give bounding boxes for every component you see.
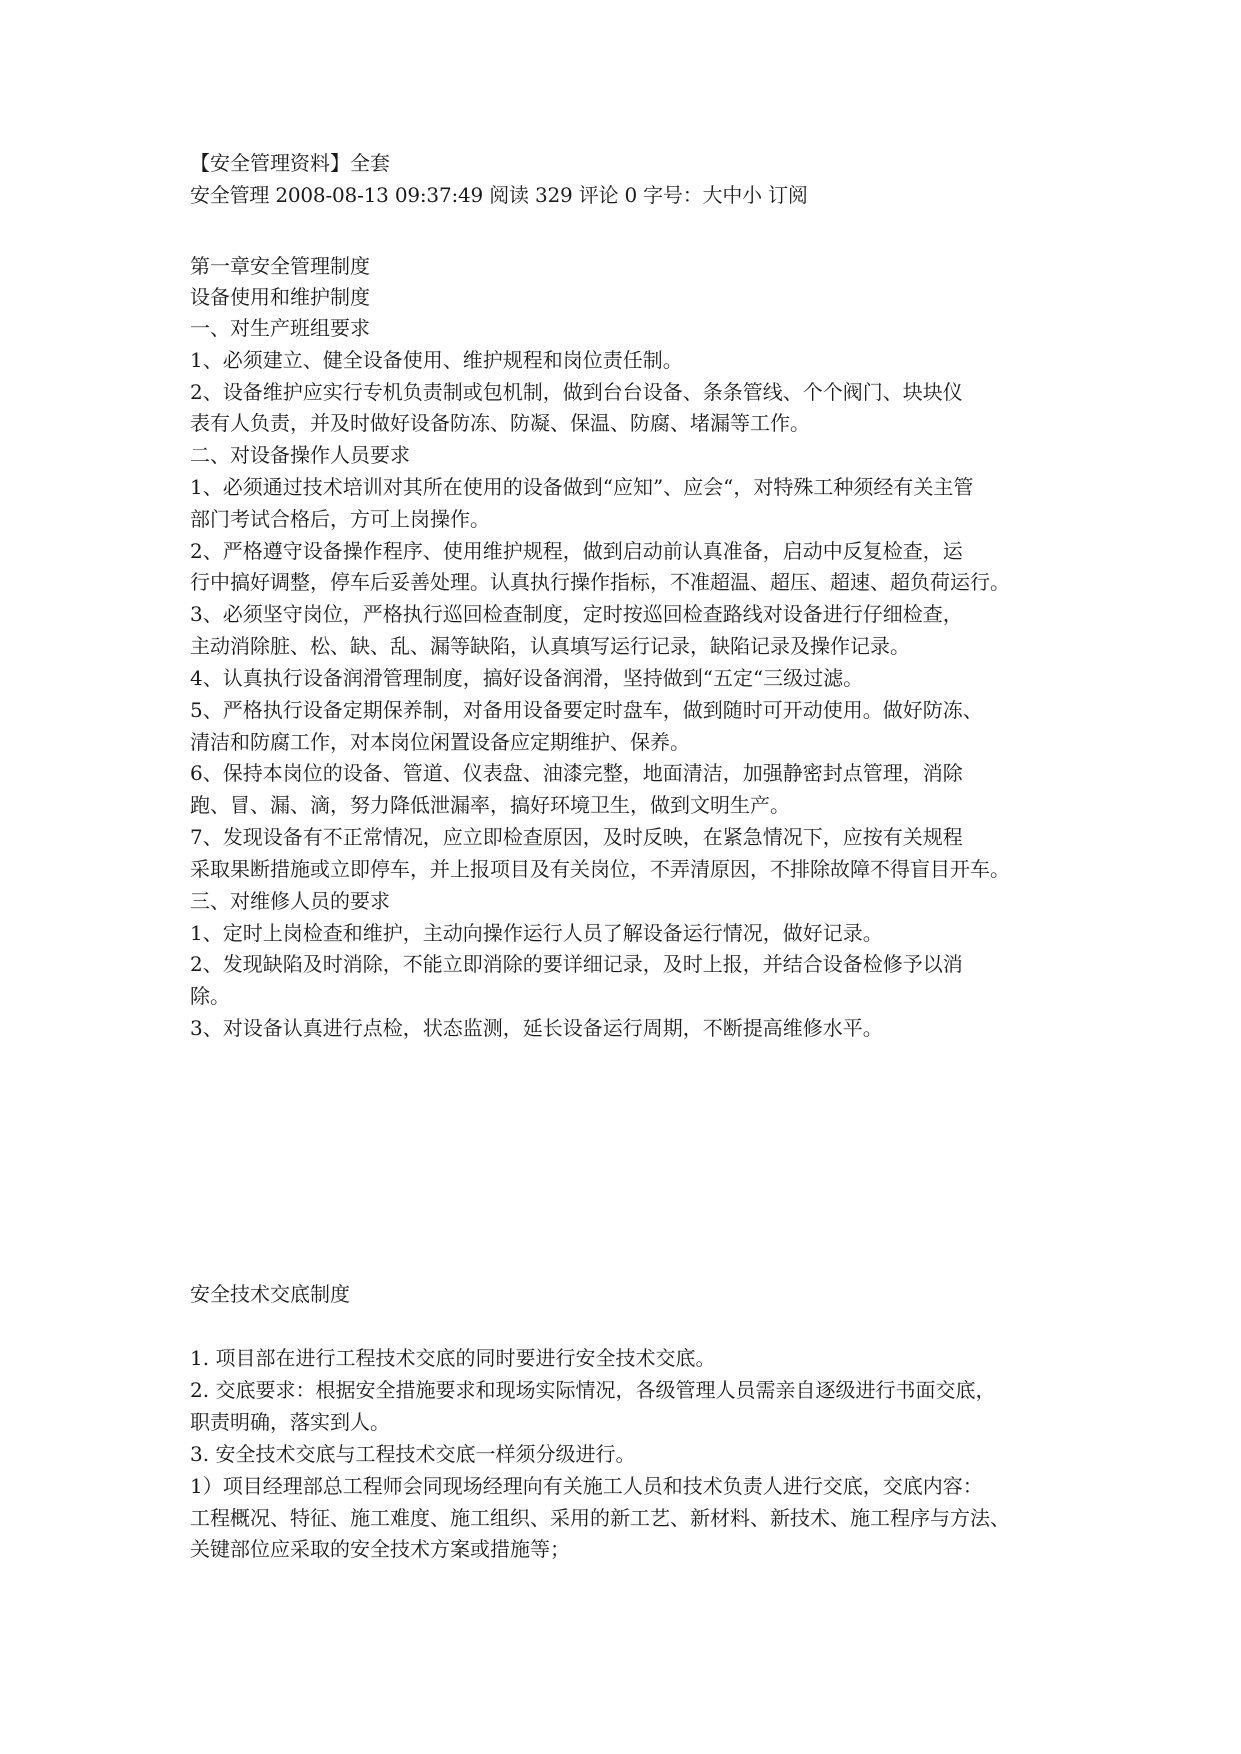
paragraph: 部门考试合格后，方可上岗操作。 <box>190 507 490 531</box>
list-item: 工程概况、特征、施工难度、施工组织、采用的新工艺、新材料、新技术、施工程序与方法、 <box>190 1506 1010 1530</box>
paragraph: 清洁和防腐工作，对本岗位闲置设备应定期维护、保养。 <box>190 730 690 754</box>
chapter-heading: 第一章安全管理制度 <box>190 254 370 278</box>
paragraph: 表有人负责，并及时做好设备防冻、防凝、保温、防腐、堵漏等工作。 <box>190 411 810 435</box>
paragraph: 除。 <box>190 984 230 1008</box>
paragraph: 行中搞好调整，停车后妥善处理。认真执行操作指标，不准超温、超压、超速、超负荷运行。 <box>190 570 1010 594</box>
list-item: 1）项目经理部总工程师会同现场经理向有关施工人员和技术负责人进行交底，交底内容： <box>190 1474 983 1498</box>
paragraph: 4、认真执行设备润滑管理制度，搞好设备润滑，坚持做到“五定“三级过滤。 <box>190 666 864 690</box>
paragraph: 3、对设备认真进行点检，状态监测，延长设备运行周期，不断提高维修水平。 <box>190 1016 883 1040</box>
subheading-2: 二、对设备操作人员要求 <box>190 443 410 467</box>
subheading-1: 一、对生产班组要求 <box>190 316 370 340</box>
paragraph: 1、定时上岗检查和维护，主动向操作运行人员了解设备运行情况，做好记录。 <box>190 921 883 945</box>
section-title: 安全技术交底制度 <box>190 1282 350 1306</box>
paragraph: 2、设备维护应实行专机负责制或包机制，做到台台设备、条条管线、个个阀门、块块仪 <box>190 380 963 404</box>
paragraph: 2、发现缺陷及时消除，不能立即消除的要详细记录，及时上报，并结合设备检修予以消 <box>190 952 963 976</box>
paragraph: 主动消除脏、松、缺、乱、漏等缺陷，认真填写运行记录，缺陷记录及操作记录。 <box>190 634 910 658</box>
section-subtitle: 设备使用和维护制度 <box>190 285 370 309</box>
paragraph: 7、发现设备有不正常情况，应立即检查原因，及时反映，在紧急情况下，应按有关规程 <box>190 825 963 849</box>
document-meta: 安全管理 2008-08-13 09:37:49 阅读 329 评论 0 字号：大中小 订阅 <box>190 183 808 207</box>
paragraph: 1、必须建立、健全设备使用、维护规程和岗位责任制。 <box>190 348 683 372</box>
list-item: 3. 安全技术交底与工程技术交底一样须分级进行。 <box>190 1442 636 1466</box>
paragraph: 2、严格遵守设备操作程序、使用维护规程，做到启动前认真准备，启动中反复检查，运 <box>190 539 963 563</box>
paragraph: 6、保持本岗位的设备、管道、仪表盘、油漆完整，地面清洁，加强静密封点管理，消除 <box>190 761 963 785</box>
paragraph: 跑、冒、漏、滴，努力降低泄漏率，搞好环境卫生，做到文明生产。 <box>190 793 790 817</box>
list-item: 关键部位应采取的安全技术方案或措施等； <box>190 1537 570 1561</box>
paragraph: 采取果断措施或立即停车，并上报项目及有关岗位，不弄清原因，不排除故障不得盲目开车。 <box>190 857 1010 881</box>
document-title: 【安全管理资料】全套 <box>190 151 390 175</box>
list-item: 1. 项目部在进行工程技术交底的同时要进行安全技术交底。 <box>190 1346 716 1370</box>
subheading-3: 三、对维修人员的要求 <box>190 889 390 913</box>
paragraph: 3、必须坚守岗位，严格执行巡回检查制度，定时按巡回检查路线对设备进行仔细检查， <box>190 602 963 626</box>
list-item: 职责明确，落实到人。 <box>190 1410 390 1434</box>
list-item: 2. 交底要求：根据安全措施要求和现场实际情况，各级管理人员需亲自逐级进行书面交底， <box>190 1378 996 1402</box>
paragraph: 5、严格执行设备定期保养制，对备用设备要定时盘车，做到随时可开动使用。做好防冻、 <box>190 698 983 722</box>
paragraph: 1、必须通过技术培训对其所在使用的设备做到“应知”、应会“，对特殊工种须经有关主管 <box>190 475 974 499</box>
